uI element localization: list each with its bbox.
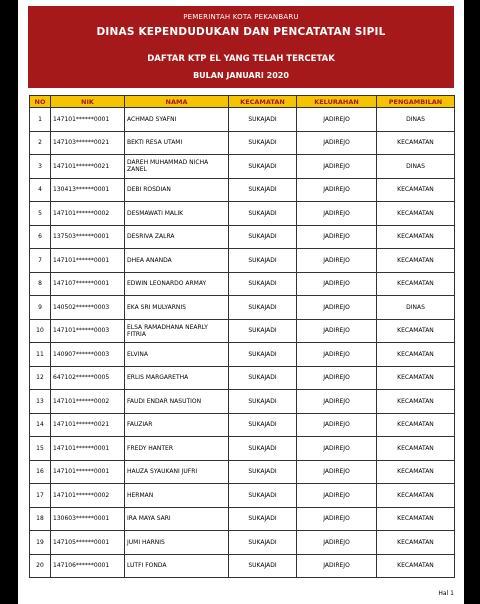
cell-nama: DESMAWATI MALIK [125,202,229,226]
cell-nik: 147101******0001 [51,249,125,273]
cell-nik: 147101******0003 [51,319,125,343]
cell-nama: FAUZIAR [125,413,229,437]
cell-nama: DESRIVA ZALRA [125,225,229,249]
cell-kelurahan: JADIREJO [297,178,377,202]
table-row [30,554,455,578]
cell-pengambilan: KECAMATAN [377,390,455,414]
table-row [30,225,455,249]
cell-pengambilan: KECAMATAN [377,413,455,437]
cell-kelurahan: JADIREJO [297,131,377,155]
cell-nama: ACHMAD SYAFNI [125,108,229,132]
cell-kelurahan: JADIREJO [297,554,377,578]
cell-nama: LUTFI FONDA [125,554,229,578]
cell-nama: FREDY HANTER [125,437,229,461]
cell-nik: 140907******0003 [51,343,125,367]
cell-nik: 137503******0001 [51,225,125,249]
cell-kecamatan: SUKAJADI [229,225,297,249]
cell-nik: 147106******0001 [51,554,125,578]
table-row [30,366,455,390]
cell-pengambilan: KECAMATAN [377,437,455,461]
cell-kecamatan: SUKAJADI [229,178,297,202]
cell-kelurahan: JADIREJO [297,319,377,343]
cell-kecamatan: SUKAJADI [229,437,297,461]
cell-nama: FAUDI ENDAR NASUTION [125,390,229,414]
page-number: Hal 1 [438,590,454,597]
cell-kecamatan: SUKAJADI [229,343,297,367]
cell-kecamatan: SUKAJADI [229,484,297,508]
cell-pengambilan: KECAMATAN [377,272,455,296]
table-row [30,131,455,155]
cell-pengambilan: DINAS [377,155,455,179]
cell-nik: 147101******0021 [51,413,125,437]
column-header-no: NO [30,96,51,108]
cell-pengambilan: KECAMATAN [377,225,455,249]
cell-pengambilan: KECAMATAN [377,366,455,390]
cell-nik: 147101******0001 [51,108,125,132]
cell-nama: HERMAN [125,484,229,508]
cell-no: 11 [30,343,51,367]
cell-nama: HAUZA SYAUKANI JUFRI [125,460,229,484]
document-page [18,0,464,604]
cell-kelurahan: JADIREJO [297,296,377,320]
cell-no: 18 [30,507,51,531]
cell-nik: 130603******0001 [51,507,125,531]
cell-no: 12 [30,366,51,390]
table-row [30,202,455,226]
cell-nama: IRA MAYA SARI [125,507,229,531]
cell-kelurahan: JADIREJO [297,202,377,226]
cell-kecamatan: SUKAJADI [229,531,297,555]
cell-no: 10 [30,319,51,343]
cell-nama: DHEA ANANDA [125,249,229,273]
cell-no: 14 [30,413,51,437]
cell-kelurahan: JADIREJO [297,531,377,555]
cell-nama: DAREH MUHAMMAD NICHA ZANEL [125,155,229,179]
cell-kelurahan: JADIREJO [297,343,377,367]
table-row [30,437,455,461]
cell-kecamatan: SUKAJADI [229,507,297,531]
table-row [30,178,455,202]
cell-kelurahan: JADIREJO [297,413,377,437]
cell-kelurahan: JADIREJO [297,108,377,132]
cell-pengambilan: KECAMATAN [377,460,455,484]
cell-kecamatan: SUKAJADI [229,366,297,390]
cell-pengambilan: KECAMATAN [377,249,455,273]
cell-kecamatan: SUKAJADI [229,319,297,343]
cell-kelurahan: JADIREJO [297,507,377,531]
cell-nik: 147107******0001 [51,272,125,296]
cell-no: 13 [30,390,51,414]
cell-nik: 147101******0002 [51,202,125,226]
table-row [30,249,455,273]
cell-nama: ELVINA [125,343,229,367]
cell-no: 6 [30,225,51,249]
table-row [30,272,455,296]
cell-nama: ERLIS MARGARETHA [125,366,229,390]
cell-kecamatan: SUKAJADI [229,131,297,155]
government-name: PEMERINTAH KOTA PEKANBARU [183,13,299,21]
cell-kecamatan: SUKAJADI [229,108,297,132]
cell-kelurahan: JADIREJO [297,225,377,249]
cell-no: 9 [30,296,51,320]
table-body [30,108,455,578]
cell-pengambilan: DINAS [377,296,455,320]
table-row [30,108,455,132]
cell-pengambilan: KECAMATAN [377,531,455,555]
cell-pengambilan: KECAMATAN [377,178,455,202]
cell-nama: DEBI ROSDIAN [125,178,229,202]
header-banner [28,6,454,88]
cell-kelurahan: JADIREJO [297,484,377,508]
cell-nama: BEKTI RESA UTAMI [125,131,229,155]
cell-kecamatan: SUKAJADI [229,202,297,226]
period-label: BULAN JANUARI 2020 [193,71,289,80]
cell-kecamatan: SUKAJADI [229,413,297,437]
cell-pengambilan: KECAMATAN [377,507,455,531]
cell-no: 2 [30,131,51,155]
table-header-row [30,96,455,108]
column-header-nik: NIK [51,96,125,108]
cell-nama: ELSA RAMADHANA NEARLY FITRIA [125,319,229,343]
cell-kelurahan: JADIREJO [297,366,377,390]
cell-nik: 147101******0001 [51,437,125,461]
cell-no: 15 [30,437,51,461]
cell-pengambilan: KECAMATAN [377,343,455,367]
table-row [30,155,455,179]
cell-no: 5 [30,202,51,226]
cell-kelurahan: JADIREJO [297,155,377,179]
column-header-kecamatan: KECAMATAN [229,96,297,108]
table-row [30,484,455,508]
cell-no: 19 [30,531,51,555]
cell-nama: EKA SRI MULYARNIS [125,296,229,320]
list-title: DAFTAR KTP EL YANG TELAH TERCETAK [147,54,335,64]
cell-kelurahan: JADIREJO [297,249,377,273]
cell-nama: JUMI HARNIS [125,531,229,555]
column-header-kelurahan: KELURAHAN [297,96,377,108]
cell-no: 17 [30,484,51,508]
cell-nik: 140502******0003 [51,296,125,320]
table-row [30,413,455,437]
cell-nik: 647102******0005 [51,366,125,390]
cell-kelurahan: JADIREJO [297,272,377,296]
table-row [30,531,455,555]
cell-kelurahan: JADIREJO [297,437,377,461]
cell-nik: 147101******0021 [51,155,125,179]
cell-pengambilan: KECAMATAN [377,484,455,508]
cell-kecamatan: SUKAJADI [229,249,297,273]
cell-kecamatan: SUKAJADI [229,460,297,484]
cell-no: 20 [30,554,51,578]
cell-no: 3 [30,155,51,179]
cell-no: 7 [30,249,51,273]
cell-nik: 147101******0002 [51,390,125,414]
table-row [30,319,455,343]
cell-pengambilan: KECAMATAN [377,131,455,155]
table-row [30,296,455,320]
cell-kelurahan: JADIREJO [297,460,377,484]
table-row [30,390,455,414]
cell-pengambilan: DINAS [377,108,455,132]
cell-no: 16 [30,460,51,484]
column-header-pengambilan: PENGAMBILAN [377,96,455,108]
cell-nik: 147101******0001 [51,460,125,484]
cell-nik: 147103******0021 [51,131,125,155]
ktp-table [29,95,455,578]
cell-no: 4 [30,178,51,202]
cell-kecamatan: SUKAJADI [229,296,297,320]
cell-nama: EDWIN LEONARDO ARMAY [125,272,229,296]
cell-nik: 147105******0001 [51,531,125,555]
cell-kecamatan: SUKAJADI [229,390,297,414]
cell-nik: 147101******0002 [51,484,125,508]
table-row [30,460,455,484]
cell-pengambilan: KECAMATAN [377,319,455,343]
cell-kelurahan: JADIREJO [297,390,377,414]
cell-pengambilan: KECAMATAN [377,554,455,578]
department-name: DINAS KEPENDUDUKAN DAN PENCATATAN SIPIL [96,26,386,38]
column-header-nama: NAMA [125,96,229,108]
cell-no: 8 [30,272,51,296]
cell-kecamatan: SUKAJADI [229,272,297,296]
cell-kecamatan: SUKAJADI [229,155,297,179]
table-row [30,507,455,531]
table-row [30,343,455,367]
cell-pengambilan: KECAMATAN [377,202,455,226]
cell-kecamatan: SUKAJADI [229,554,297,578]
cell-no: 1 [30,108,51,132]
cell-nik: 130413******0001 [51,178,125,202]
